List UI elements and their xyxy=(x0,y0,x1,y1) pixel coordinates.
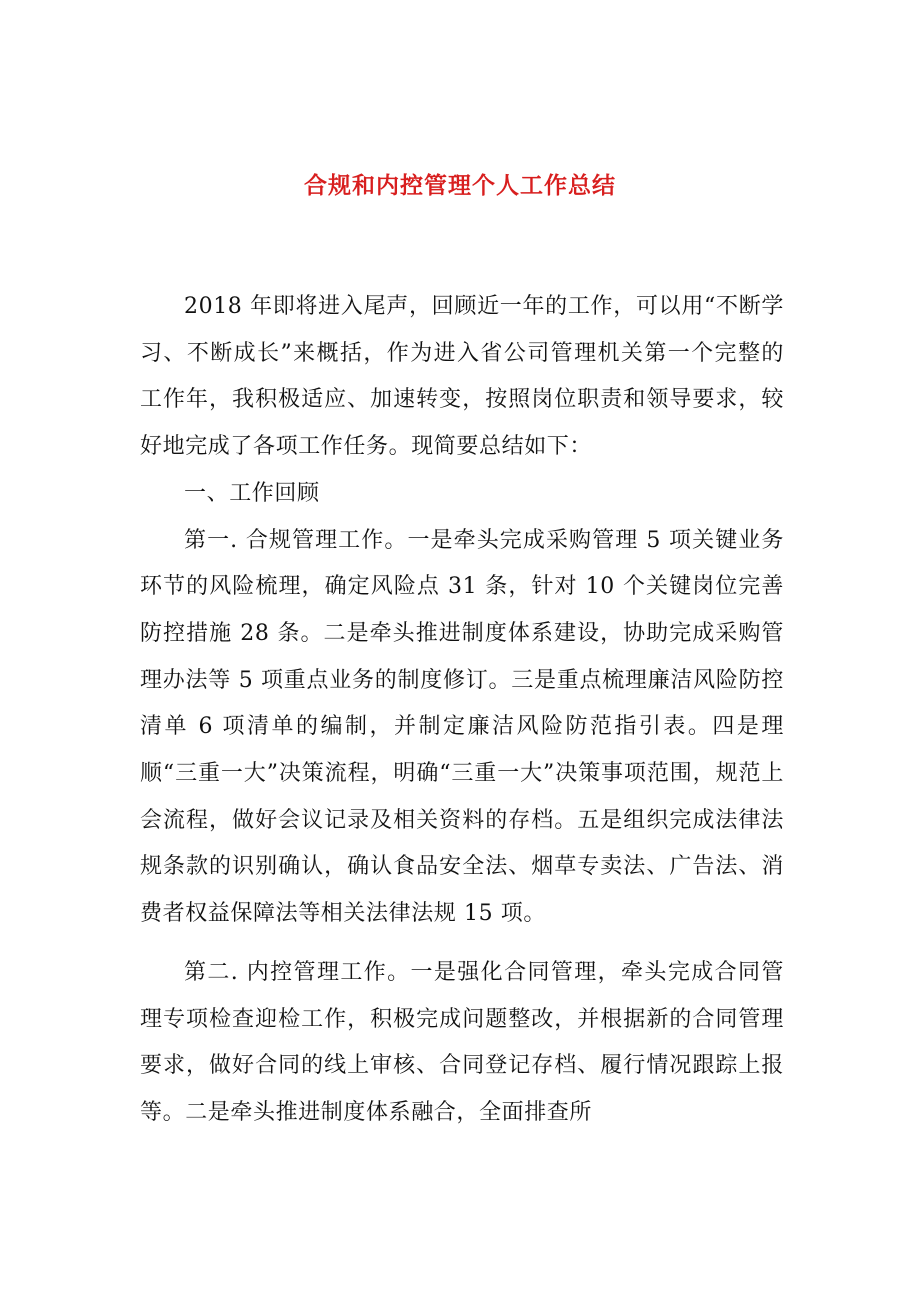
document-title: 合规和内控管理个人工作总结 xyxy=(304,172,616,199)
intro-paragraph: 2018 年即将进入尾声，回顾近一年的工作，可以用“不断学习、不断成长”来概括，作为进入省公司管理机关第一个完整的工作年，我积极适应、加速转变，按照岗位职责和领导要求，较好地完成了各项工作任务。现简要总结如下： xyxy=(140,294,784,460)
section-heading: 一、工作回顾 xyxy=(184,480,320,506)
internal-control-paragraph: 第二. 内控管理工作。一是强化合同管理，牵头完成合同管理专项检查迎检工作，积极完成问题整改，并根据新的合同管理要求，做好合同的线上审核、合同登记存档、履行情况跟踪上报等。二是牵头推进制度体系融合，全面排查所 xyxy=(140,959,784,1125)
compliance-paragraph: 第一. 合规管理工作。一是牵头完成采购管理 5 项关键业务环节的风险梳理，确定风险点 31 条，针对 10 个关键岗位完善防控措施 28 条。二是牵头推进制度体系建设，协助完成采购管理办法等 5 项重点业务的制度修订。三是重点梳理廉洁风险防控清单 6 项清单的编制，并制定廉洁风险防范指引表。四是理顺“三重一大”决策流程，明确“三重一大”决策事项范围，规范上会流程，做好会议记录及相关资料的存档。五是组织完成法律法规条款的识别确认，确认食品安全法、烟草专卖法、广告法、消费者权益保障法等相关法律法规 15 项。 xyxy=(140,527,784,927)
document-body xyxy=(140,284,784,1137)
